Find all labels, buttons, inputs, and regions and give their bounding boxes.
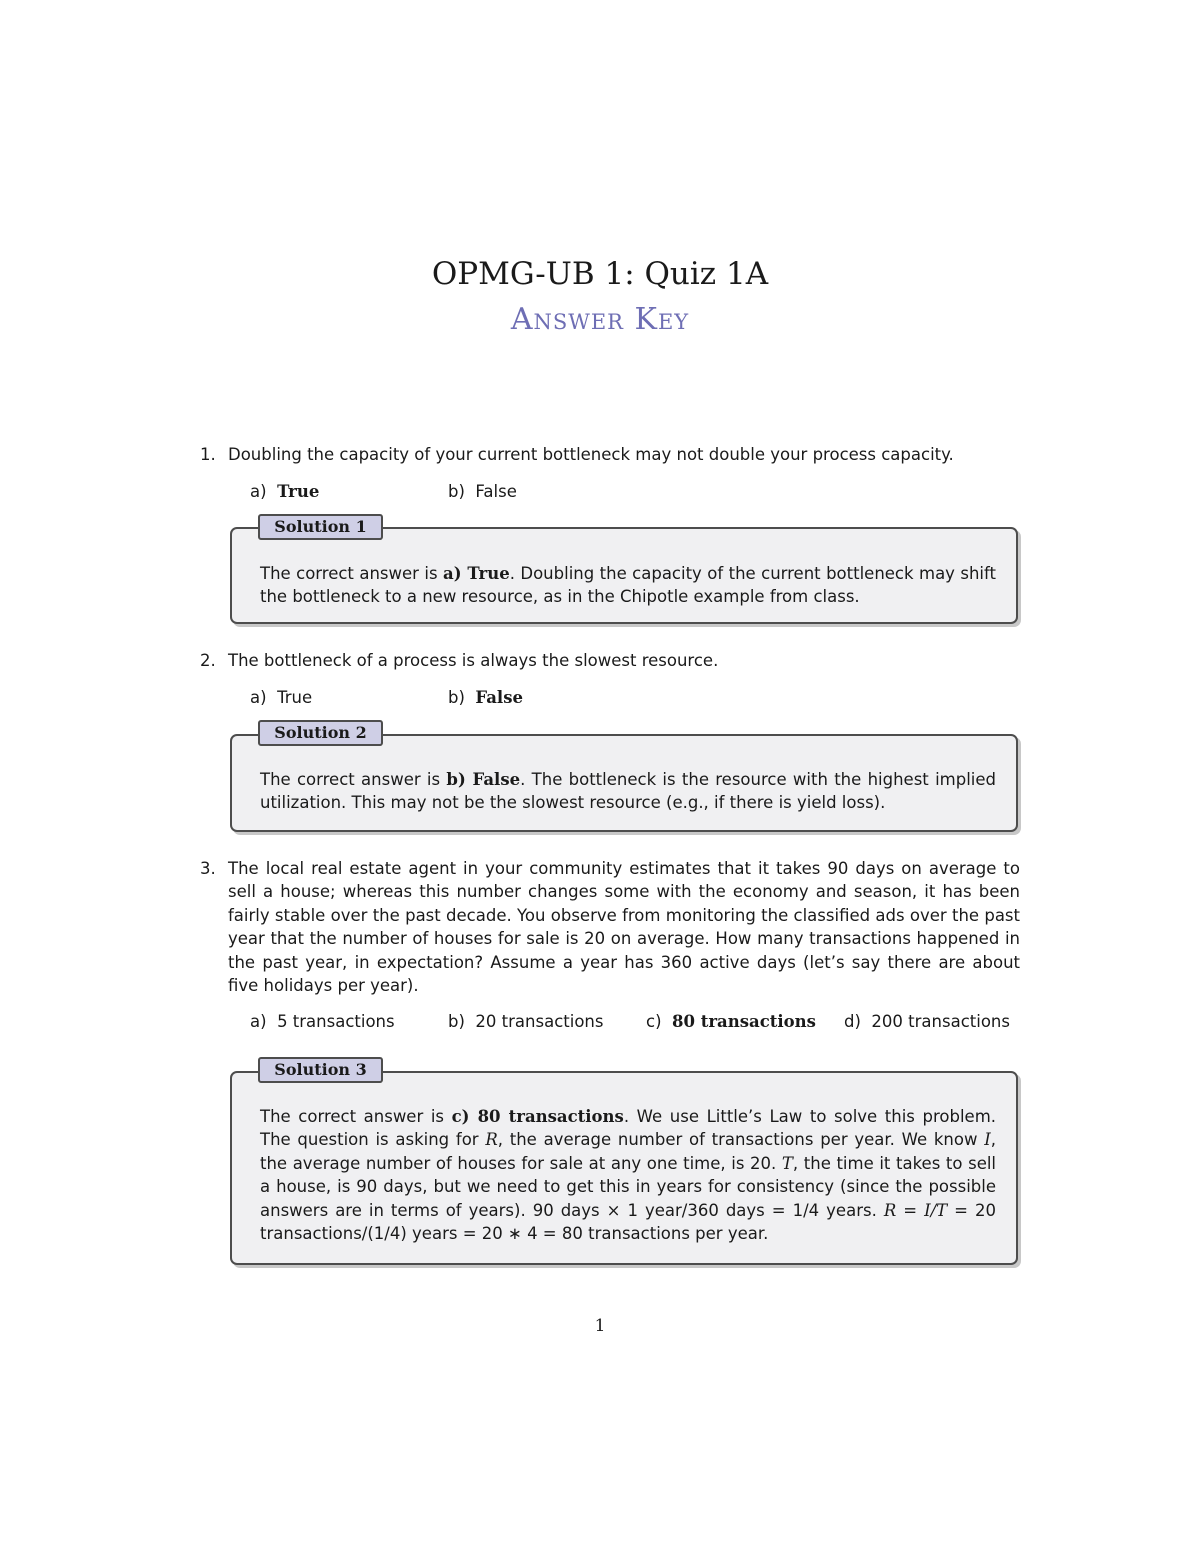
question-2-number: 2. (200, 651, 216, 670)
question-1-text: Doubling the capacity of your current bottleneck may not double your process capacity. (228, 445, 954, 464)
solution-text-5: 20 transactions/(1/4) years = 20 ∗ 4 = 80 transactions per year. (260, 1200, 996, 1244)
question-1-number: 1. (200, 445, 216, 464)
option-letter: a) (250, 688, 267, 707)
question-3-number: 3. (200, 859, 216, 878)
option-label: True (277, 482, 320, 501)
solution-1-text (260, 562, 996, 609)
variable-r: R (485, 1130, 498, 1150)
solution-text-2: , the average number of transactions per year. We know (497, 1130, 985, 1150)
solution-text-3: , the average number of houses for sale at any one time, is 20. (260, 1130, 996, 1173)
solution-3-tag: Solution 3 (258, 1057, 383, 1083)
question-2-option-b (448, 686, 523, 709)
question-1-option-b (448, 480, 517, 503)
solution-answer: b) False (446, 770, 521, 789)
solution-prefix: The correct answer is (260, 564, 443, 583)
page-number: 1 (594, 1316, 606, 1336)
option-label: False (475, 482, 517, 501)
question-3-option-c (646, 1010, 816, 1033)
option-label: False (475, 688, 523, 707)
option-letter: b) (448, 482, 465, 501)
solution-text-1: . We use Little’s Law to solve this problem. The question is asking for (260, 1107, 997, 1150)
option-label: 80 transactions (672, 1012, 816, 1031)
solution-answer: a) True (443, 564, 510, 583)
option-label: 5 transactions (277, 1012, 395, 1031)
page-title: OPMG-UB 1: Quiz 1A (431, 256, 769, 292)
option-letter: a) (250, 1012, 267, 1031)
question-3-option-b (448, 1010, 603, 1033)
littles-law-equation: R = I/T = (883, 1200, 968, 1220)
question-3-option-a (250, 1010, 395, 1033)
option-letter: d) (844, 1012, 861, 1031)
option-letter: b) (448, 1012, 465, 1031)
question-2-option-a (250, 686, 312, 709)
solution-1-tag: Solution 1 (258, 514, 383, 540)
solution-answer: c) 80 transactions (451, 1107, 624, 1126)
option-label: True (277, 688, 313, 707)
question-3-text: The local real estate agent in your community estimates that it takes 90 days on average to sell a house; whereas this number changes some with the economy and season, it has been fairly stable over the past decade. You observe from monitoring the classified ads over the past year that the number of houses for sale is 20 on average. How many transactions happened in the past year, in expectation? Assume a year has 360 active days (let’s say there are about five holidays per year). (228, 859, 1020, 996)
solution-3-text (260, 1105, 996, 1245)
solution-text-4: , the time it takes to sell a house, is 90 days, but we need to get this in years for consistency (since the possible answers are in terms of years). 90 days × 1 year/360 days = 1/4 years. (260, 1153, 997, 1220)
page-subtitle: Answer Key (510, 302, 690, 337)
solution-prefix: The correct answer is (260, 1107, 452, 1126)
solution-prefix: The correct answer is (260, 770, 447, 789)
option-letter: b) (448, 688, 465, 707)
solution-2-tag: Solution 2 (258, 720, 383, 746)
option-letter: a) (250, 482, 267, 501)
option-label: 20 transactions (475, 1012, 604, 1031)
solution-explanation: . The bottleneck is the resource with the highest implied utilization. This may not be the slowest resource (e.g., if there is yield loss). (260, 770, 996, 813)
question-3-option-d (844, 1010, 1010, 1033)
solution-2-text (260, 768, 996, 815)
variable-t: T (781, 1153, 793, 1173)
question-2-text: The bottleneck of a process is always the slowest resource. (228, 651, 719, 670)
question-1-option-a (250, 480, 319, 503)
option-letter: c) (646, 1012, 662, 1031)
variable-i: I (984, 1130, 991, 1150)
solution-explanation: . Doubling the capacity of the current bottleneck may shift the bottleneck to a new resource, as in the Chipotle example from class. (260, 564, 997, 607)
option-label: 200 transactions (871, 1012, 1010, 1031)
